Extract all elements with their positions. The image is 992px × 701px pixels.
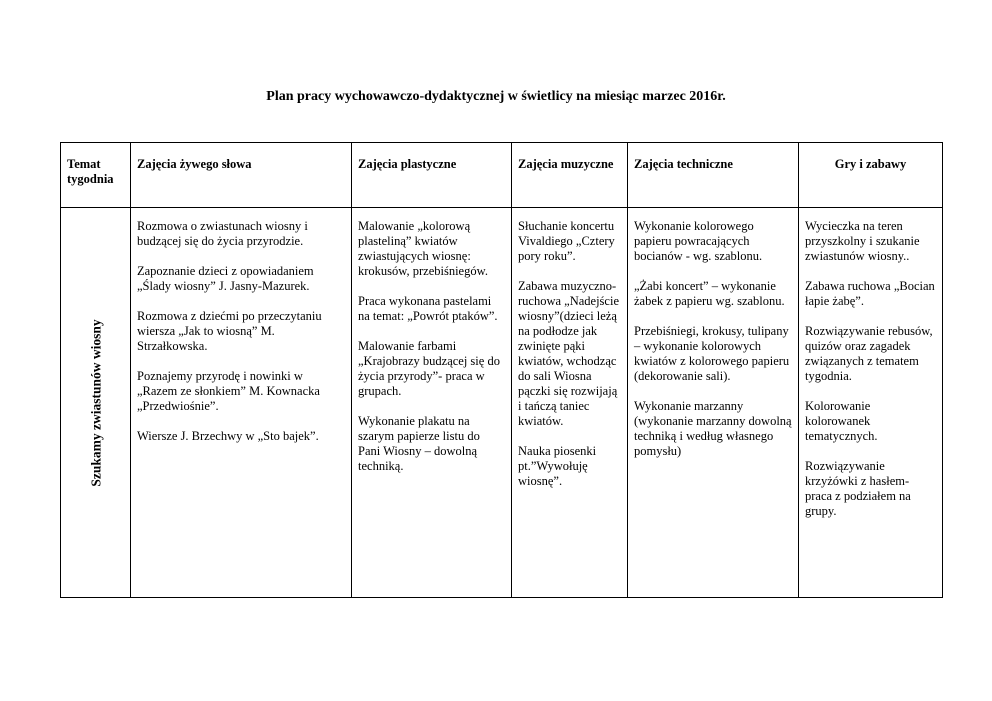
header-week-topic: Temat tygodnia xyxy=(61,143,131,208)
art-cell xyxy=(352,208,512,598)
page-title: Plan pracy wychowawczo-dydaktycznej w świetlicy na miesiąc marzec 2016r. xyxy=(266,89,726,104)
week-topic-cell xyxy=(61,208,131,598)
activity-item: „Żabi koncert” – wykonanie żabek z papieru wg. szablonu. xyxy=(634,279,785,308)
activity-item: Poznajemy przyrodę i nowinki w „Razem ze słonkiem” M. Kownacka „Przedwiośnie”. xyxy=(137,369,320,413)
technical-cell xyxy=(628,208,799,598)
activity-item: Wykonanie plakatu na szarym papierze listu do Pani Wiosny – dowolną techniką. xyxy=(358,414,480,473)
activity-item: Nauka piosenki pt.”Wywołuję wiosnę”. xyxy=(518,444,597,488)
plan-table xyxy=(60,142,943,598)
activity-item: Rozwiązywanie rebusów, quizów oraz zagadek związanych z tematem tygodnia. xyxy=(805,324,933,383)
activity-item: Zapoznanie dzieci z opowiadaniem „Ślady wiosny” J. Jasny-Mazurek. xyxy=(137,264,314,293)
music-cell xyxy=(512,208,628,598)
activity-item: Zabawa ruchowa „Bocian łapie żabę”. xyxy=(805,279,935,308)
activity-item: Zabawa muzyczno-ruchowa „Nadejście wiosny”(dzieci leżą na podłodze jak zwinięte pąki kwiatów, wchodząc do sali Wiosna pączki się rozwijają i tańczą taniec kwiatów. xyxy=(518,279,619,428)
week-topic: Szukamy zwiastunów wiosny xyxy=(88,318,103,487)
activity-item: Praca wykonana pastelami na temat: „Powrót ptaków”. xyxy=(358,294,498,323)
activity-item: Rozmowa o zwiastunach wiosny i budzącej się do życia przyrodzie. xyxy=(137,219,308,248)
header-row xyxy=(61,143,943,208)
header-games: Gry i zabawy xyxy=(799,143,943,208)
header-music: Zajęcia muzyczne xyxy=(512,143,628,208)
activity-item: Kolorowanie kolorowanek tematycznych. xyxy=(805,399,878,443)
header-art: Zajęcia plastyczne xyxy=(352,143,512,208)
header-technical: Zajęcia techniczne xyxy=(628,143,799,208)
activity-item: Rozmowa z dziećmi po przeczytaniu wiersza „Jak to wiosną” M. Strzałkowska. xyxy=(137,309,322,353)
activity-item: Wykonanie marzanny (wykonanie marzanny dowolną techniką i według własnego pomysłu) xyxy=(634,399,792,458)
activity-item: Malowanie „kolorową plasteliną” kwiatów zwiastujących wiosnę: krokusów, przebiśniegów. xyxy=(358,219,488,278)
games-cell xyxy=(799,208,943,598)
table-row xyxy=(61,208,943,598)
activity-item: Rozwiązywanie krzyżówki z hasłem- praca z podziałem na grupy. xyxy=(805,459,911,518)
activity-item: Wycieczka na teren przyszkolny i szukanie zwiastunów wiosny.. xyxy=(805,219,920,263)
activity-item: Wykonanie kolorowego papieru powracających bocianów - wg. szablonu. xyxy=(634,219,763,263)
activity-item: Wiersze J. Brzechwy w „Sto bajek”. xyxy=(137,429,319,443)
header-spoken-word: Zajęcia żywego słowa xyxy=(131,143,352,208)
spoken-word-cell xyxy=(131,208,352,598)
activity-item: Słuchanie koncertu Vivaldiego „Cztery pory roku”. xyxy=(518,219,615,263)
activity-item: Malowanie farbami „Krajobrazy budzącej się do życia przyrody”- praca w grupach. xyxy=(358,339,500,398)
activity-item: Przebiśniegi, krokusy, tulipany – wykonanie kolorowych kwiatów z kolorowego papieru (dekorowanie sali). xyxy=(634,324,790,383)
